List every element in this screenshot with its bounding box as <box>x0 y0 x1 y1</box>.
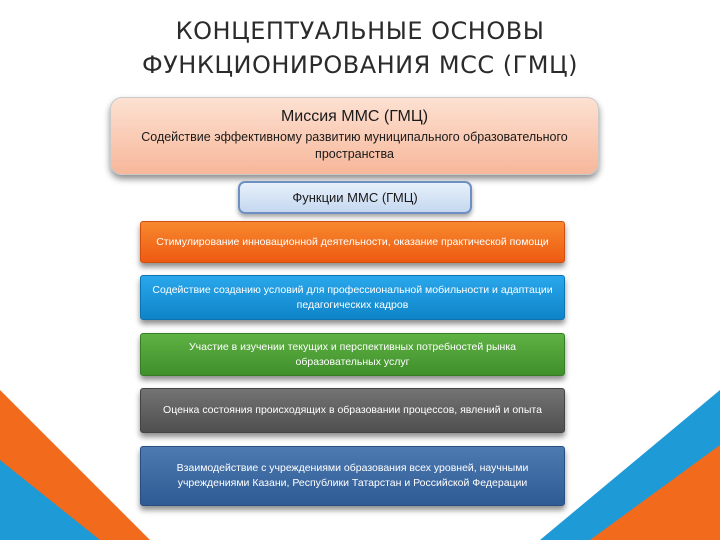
decorative-blue-triangle-left <box>0 460 100 540</box>
function-item-4 <box>140 388 565 433</box>
function-item-label: Оценка состояния происходящих в образовании процессов, явлений и опыта <box>163 404 542 416</box>
function-item-3 <box>140 333 565 376</box>
mission-box <box>110 97 599 175</box>
page-title <box>60 14 660 82</box>
function-item-1 <box>140 221 565 263</box>
function-item-label: Содействие созданию условий для профессиональной мобильности и адаптации педагогических кадров <box>152 283 553 311</box>
title-line-2: ФУНКЦИОНИРОВАНИЯ МСС (ГМЦ) <box>142 51 578 79</box>
function-item-label: Участие в изучении текущих и перспективных потребностей рынка образовательных услуг <box>188 340 517 368</box>
function-item-2 <box>140 275 565 320</box>
mission-text: Содействие эффективному развитию муниципального образовательного пространства <box>141 130 568 161</box>
functions-heading: Функции ММС (ГМЦ) <box>238 181 472 214</box>
function-item-5 <box>140 446 565 506</box>
mission-heading: Миссия ММС (ГМЦ) <box>280 108 429 125</box>
title-line-1: КОНЦЕПТУАЛЬНЫЕ ОСНОВЫ <box>175 17 545 45</box>
function-item-label: Взаимодействие с учреждениями образования всех уровней, научными учреждениями Казани, Республики Татарстан и Российской Федерации <box>176 462 529 489</box>
decorative-orange-triangle-right <box>590 445 720 540</box>
function-item-label: Стимулирование инновационной деятельности, оказание практической помощи <box>156 235 549 248</box>
